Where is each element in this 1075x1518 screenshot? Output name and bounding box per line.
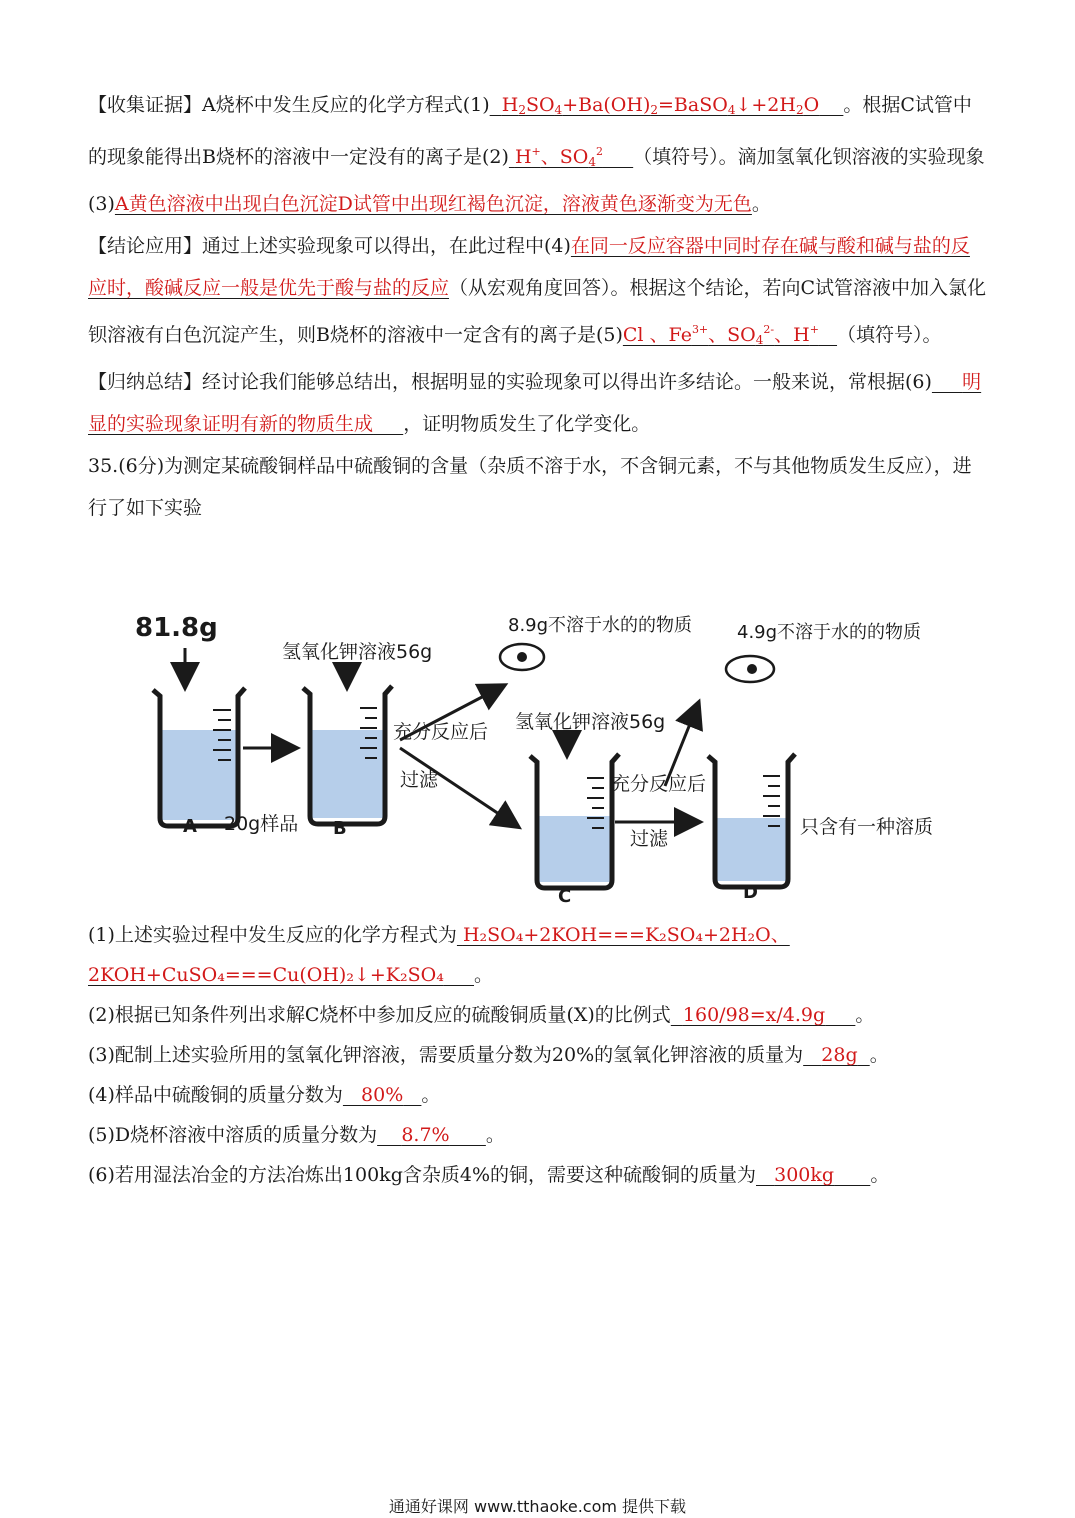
paragraph-conclusion (88, 225, 988, 361)
precipitate-label-1: 8.9g不溶于水的的物质 (508, 615, 693, 636)
beaker-label-c: C (558, 886, 572, 907)
paragraph-collect-evidence (88, 84, 988, 225)
answer-q2: 160/98=x/4.9g (682, 1004, 826, 1026)
sample-label: 20g样品 (224, 813, 299, 835)
answer-q6: 300kg (774, 1164, 835, 1186)
answer-q5: 8.7% (401, 1124, 450, 1146)
questions-section (88, 915, 988, 1195)
experiment-diagram (125, 600, 985, 910)
paragraph-head: 【收集证据】A烧杯中发生反应的化学方程式(1) (88, 94, 490, 116)
koh-solution-label-1: 氢氧化钾溶液56g (282, 641, 433, 663)
filter-label-1: 过滤 (400, 769, 439, 791)
answer-q1: H₂SO₄+2KOH===K₂SO₄+2H₂O、2KOH+CuSO₄===Cu(OH)₂↓+K₂SO₄ (88, 924, 790, 986)
filter-label-2: 过滤 (630, 828, 669, 850)
paragraph-text: （填符号）。 (837, 324, 942, 346)
one-solute-label: 只含有一种溶质 (800, 816, 934, 838)
answer-4: 在同一反应容器中同时存在碱与酸和碱与盐的反应时，酸碱反应一般是优先于酸与盐的反应 (88, 235, 970, 299)
beaker-d (708, 754, 795, 887)
mass-label: 81.8g (135, 613, 218, 643)
question-4: (4)样品中硫酸铜的质量分数为 80% 。 (88, 1084, 441, 1106)
question-2: (2)根据已知条件列出求解C烧杯中参加反应的硫酸铜质量(X)的比例式 160/98=x/4.9g 。 (88, 1004, 875, 1026)
question-3: (3)配制上述实验所用的氢氧化钾溶液，需要质量分数为20%的氢氧化钾溶液的质量为 28g 。 (88, 1044, 889, 1066)
answer-6: 明显的实验现象证明有新的物质生成 (88, 371, 982, 435)
beaker-b (303, 686, 392, 824)
beaker-c (530, 754, 619, 888)
paragraph-text: （填符号）。滴加氢氧化钡溶液的实验现象(3) (88, 146, 985, 215)
answer-q3: 28g (821, 1044, 858, 1066)
answer-1: $H_2SO_4+Ba(OH)_2=BaSO_4↓+2H_2O$ (501, 94, 820, 117)
footer-credit: 通通好课网 www.tthaoke.com 提供下载 (388, 1497, 687, 1516)
paragraph-head: 【归纳总结】经讨论我们能够总结出，根据明显的实验现象可以得出许多结论。一般来说，常根据(6) (88, 371, 932, 393)
worksheet-page (88, 84, 988, 529)
answer-5: Cl 、$Fe^{3+}$、$SO_4^{2-}$、H+ (622, 323, 819, 347)
answer-3: A黄色溶液中出现白色沉淀D试管中出现红褐色沉淀，溶液黄色逐渐变为无色 (114, 193, 752, 215)
beaker-a (153, 688, 245, 826)
answer-2: H+、$SO_4^2$ (514, 145, 603, 169)
question-5: (5)D烧杯溶液中溶质的质量分数为 8.7% 。 (88, 1124, 505, 1146)
paragraph-text: ，证明物质发生了化学变化。 (403, 413, 651, 435)
paragraph-text: 。根据C试管中的现象能得出B烧杯的溶液中一定没有的离子是(2) (88, 94, 972, 168)
paragraph-summary (88, 361, 988, 445)
answer-q4: 80% (361, 1084, 404, 1106)
react-label-2: 充分反应后 (611, 773, 707, 795)
koh-solution-label-2: 氢氧化钾溶液56g (515, 711, 666, 733)
react-label-1: 充分反应后 (393, 721, 489, 743)
question-6: (6)若用湿法冶金的方法冶炼出100kg含杂质4%的铜，需要这种硫酸铜的质量为 300kg 。 (88, 1164, 890, 1186)
precipitate-label-2: 4.9g不溶于水的的物质 (737, 622, 922, 643)
beaker-label-d: D (743, 882, 758, 903)
beaker-label-b: B (333, 818, 347, 839)
paragraph-head: 【结论应用】通过上述实验现象可以得出，在此过程中(4) (88, 235, 571, 257)
paragraph-end: 。 (751, 193, 771, 215)
question-1: (1)上述实验过程中发生反应的化学方程式为 H₂SO₄+2KOH===K₂SO₄+2H₂O、2KOH+CuSO₄===Cu(OH)₂↓+K₂SO₄ 。 (88, 924, 790, 986)
question-35-stem: 35.(6分)为测定某硫酸铜样品中硫酸铜的含量（杂质不溶于水，不含铜元素，不与其他物质发生反应），进行了如下实验 (88, 455, 972, 519)
paragraph-text: （从宏观角度回答）。根据这个结论，若向C试管溶液中加入氯化钡溶液有白色沉淀产生，则B烧杯的溶液中一定含有的离子是(5) (88, 277, 987, 346)
beaker-label-a: A (183, 816, 197, 837)
